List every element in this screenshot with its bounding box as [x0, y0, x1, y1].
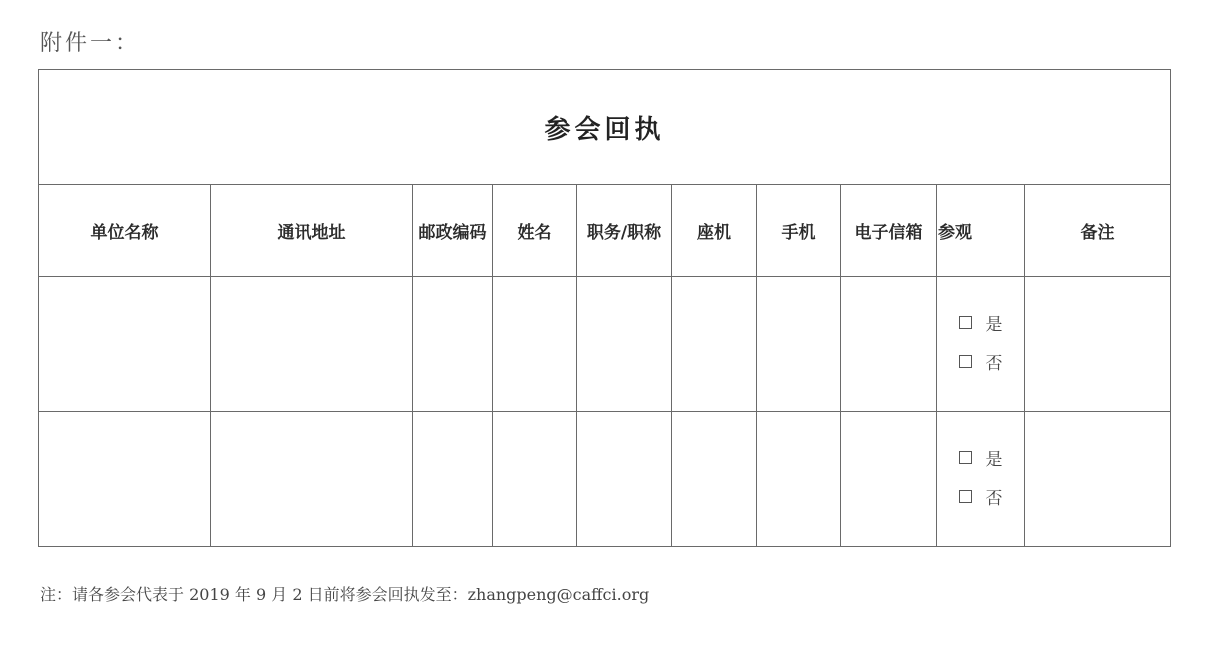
- position-cell[interactable]: [577, 277, 672, 412]
- visit-no-option[interactable]: [959, 351, 1003, 377]
- form-title: 参会回执: [39, 70, 1171, 185]
- checkbox-icon[interactable]: [959, 355, 972, 368]
- postal-code-cell[interactable]: [413, 277, 493, 412]
- organization-cell[interactable]: [39, 412, 211, 547]
- checkbox-icon[interactable]: [959, 490, 972, 503]
- column-header-organization: 单位名称: [39, 185, 211, 277]
- mobile-cell[interactable]: [757, 277, 841, 412]
- landline-cell[interactable]: [672, 412, 757, 547]
- address-cell[interactable]: [211, 277, 413, 412]
- column-header-landline: 座机: [672, 185, 757, 277]
- address-cell[interactable]: [211, 412, 413, 547]
- remarks-cell[interactable]: [1025, 277, 1171, 412]
- column-header-email: 电子信箱: [841, 185, 937, 277]
- visit-cell: [937, 277, 1025, 412]
- column-header-address: 通讯地址: [211, 185, 413, 277]
- column-header-visit: 参观: [937, 185, 1025, 277]
- position-cell[interactable]: [577, 412, 672, 547]
- visit-yes-label: 是: [985, 314, 1003, 335]
- column-header-postal-code: 邮政编码: [413, 185, 493, 277]
- column-header-remarks: 备注: [1025, 185, 1171, 277]
- visit-yes-option[interactable]: [959, 447, 1003, 473]
- table-row: [39, 277, 1171, 412]
- visit-cell: [937, 412, 1025, 547]
- email-cell[interactable]: [841, 412, 937, 547]
- postal-code-cell[interactable]: [413, 412, 493, 547]
- name-cell[interactable]: [493, 412, 577, 547]
- submission-note: 注：请各参会代表于 2019 年 9 月 2 日前将参会回执发至：zhangpeng@caffci.org: [40, 585, 650, 604]
- visit-no-label: 否: [985, 488, 1003, 509]
- checkbox-icon[interactable]: [959, 451, 972, 464]
- email-cell[interactable]: [841, 277, 937, 412]
- table-row: [39, 412, 1171, 547]
- checkbox-icon[interactable]: [959, 316, 972, 329]
- column-header-position: 职务/职称: [577, 185, 672, 277]
- visit-choice-group: [959, 299, 1003, 390]
- visit-no-option[interactable]: [959, 486, 1003, 512]
- visit-yes-label: 是: [985, 449, 1003, 470]
- organization-cell[interactable]: [39, 277, 211, 412]
- registration-form-table: [38, 69, 1171, 547]
- visit-no-label: 否: [985, 353, 1003, 374]
- attachment-label: 附件一：: [40, 31, 141, 56]
- mobile-cell[interactable]: [757, 412, 841, 547]
- landline-cell[interactable]: [672, 277, 757, 412]
- visit-yes-option[interactable]: [959, 312, 1003, 338]
- visit-choice-group: [959, 434, 1003, 525]
- header-row: [39, 185, 1171, 277]
- column-header-mobile: 手机: [757, 185, 841, 277]
- column-header-name: 姓名: [493, 185, 577, 277]
- name-cell[interactable]: [493, 277, 577, 412]
- remarks-cell[interactable]: [1025, 412, 1171, 547]
